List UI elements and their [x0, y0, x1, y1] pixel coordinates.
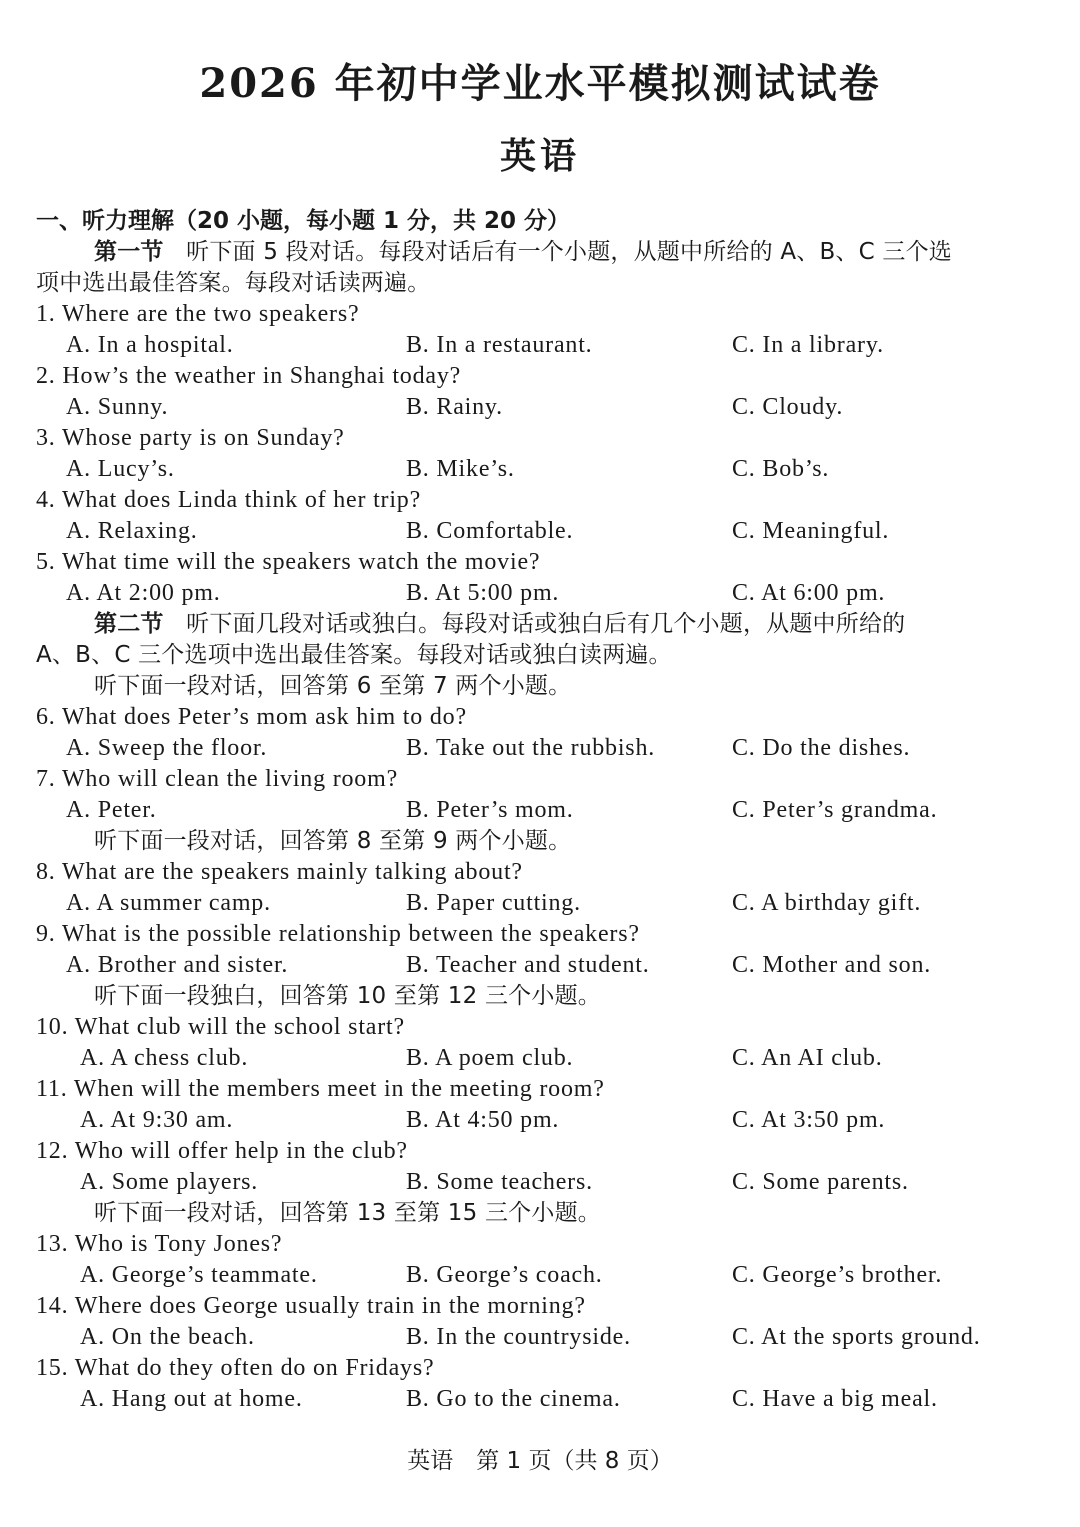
option-b: B. Some teachers. — [406, 1169, 593, 1195]
question-2: 2. How’s the weather in Shanghai today? — [36, 363, 462, 389]
option-a: A. At 2:00 pm. — [66, 580, 221, 606]
exam-content — [36, 206, 1048, 1415]
question-12: 12. Who will offer help in the club? — [36, 1138, 408, 1164]
option-c: C. At 6:00 pm. — [732, 580, 886, 606]
option-b: B. Comfortable. — [406, 518, 574, 544]
question-6-options — [36, 733, 1048, 764]
option-a: A. George’s teammate. — [80, 1262, 318, 1288]
cue-q8-9: 听下面一段对话，回答第 8 至第 9 两个小题。 — [94, 828, 572, 854]
exam-title: 2026 年初中学业水平模拟测试试卷 — [199, 60, 881, 107]
option-c: C. Peter’s grandma. — [732, 797, 938, 823]
question-13-options — [36, 1260, 1048, 1291]
option-a: A. Sunny. — [66, 394, 169, 420]
question-2-options — [36, 392, 1048, 423]
page-footer: 英语 第 1 页（共 8 页） — [407, 1448, 673, 1474]
option-a: A. Hang out at home. — [80, 1386, 303, 1412]
option-b: B. George’s coach. — [406, 1262, 603, 1288]
option-a: A. On the beach. — [80, 1324, 255, 1350]
question-15: 15. What do they often do on Fridays? — [36, 1355, 435, 1381]
option-a: A. A summer camp. — [66, 890, 271, 916]
question-7-options — [36, 795, 1048, 826]
option-c: C. Some parents. — [732, 1169, 909, 1195]
option-b: B. Peter’s mom. — [406, 797, 574, 823]
section2-instruction-line1 — [36, 609, 1048, 640]
option-b: B. In a restaurant. — [406, 332, 593, 358]
section1-instruction-line2: 项中选出最佳答案。每段对话读两遍。 — [36, 270, 431, 296]
section2-text-line1: 听下面几段对话或独白。每段对话或独白后有几个小题，从题中所给的 — [186, 611, 906, 637]
question-4: 4. What does Linda think of her trip? — [36, 487, 422, 513]
question-1: 1. Where are the two speakers? — [36, 301, 360, 327]
option-b: B. Go to the cinema. — [406, 1386, 621, 1412]
question-8: 8. What are the speakers mainly talking about? — [36, 859, 523, 885]
question-14: 14. Where does George usually train in the morning? — [36, 1293, 586, 1319]
question-11-options — [36, 1105, 1048, 1136]
option-b: B. In the countryside. — [406, 1324, 631, 1350]
cue-q13-15: 听下面一段对话，回答第 13 至第 15 三个小题。 — [94, 1200, 601, 1226]
question-4-options — [36, 516, 1048, 547]
question-1-options — [36, 330, 1048, 361]
option-c: C. At the sports ground. — [732, 1324, 981, 1350]
option-a: A. Sweep the floor. — [66, 735, 268, 761]
option-c: C. An AI club. — [732, 1045, 883, 1071]
question-14-options — [36, 1322, 1048, 1353]
option-b: B. Paper cutting. — [406, 890, 581, 916]
section1-label: 第一节 — [94, 239, 164, 265]
question-10: 10. What club will the school start? — [36, 1014, 405, 1040]
option-b: B. Teacher and student. — [406, 952, 650, 978]
question-12-options — [36, 1167, 1048, 1198]
question-3: 3. Whose party is on Sunday? — [36, 425, 345, 451]
question-9: 9. What is the possible relationship between the speakers? — [36, 921, 640, 947]
question-8-options — [36, 888, 1048, 919]
question-9-options — [36, 950, 1048, 981]
question-6: 6. What does Peter’s mom ask him to do? — [36, 704, 467, 730]
cue-q10-12: 听下面一段独白，回答第 10 至第 12 三个小题。 — [94, 983, 601, 1009]
question-10-options — [36, 1043, 1048, 1074]
option-a: A. Lucy’s. — [66, 456, 175, 482]
subject-title: 英语 — [499, 135, 580, 177]
section2-label: 第二节 — [94, 611, 164, 637]
cue-q6-7: 听下面一段对话，回答第 6 至第 7 两个小题。 — [94, 673, 572, 699]
option-b: B. At 5:00 pm. — [406, 580, 560, 606]
option-c: C. Meaningful. — [732, 518, 890, 544]
section2-instruction-line2: A、B、C 三个选项中选出最佳答案。每段对话或独白读两遍。 — [36, 642, 672, 668]
option-b: B. Rainy. — [406, 394, 503, 420]
option-c: C. A birthday gift. — [732, 890, 922, 916]
option-b: B. A poem club. — [406, 1045, 574, 1071]
question-13: 13. Who is Tony Jones? — [36, 1231, 283, 1257]
section1-text-line1: 听下面 5 段对话。每段对话后有一个小题，从题中所给的 A、B、C 三个选 — [186, 239, 953, 265]
option-b: B. Mike’s. — [406, 456, 515, 482]
option-c: C. At 3:50 pm. — [732, 1107, 886, 1133]
option-c: C. Mother and son. — [732, 952, 932, 978]
question-5-options — [36, 578, 1048, 609]
option-c: C. Cloudy. — [732, 394, 844, 420]
option-c: C. Do the dishes. — [732, 735, 911, 761]
option-b: B. Take out the rubbish. — [406, 735, 656, 761]
question-3-options — [36, 454, 1048, 485]
option-a: A. In a hospital. — [66, 332, 234, 358]
option-c: C. George’s brother. — [732, 1262, 943, 1288]
option-a: A. Peter. — [66, 797, 157, 823]
option-a: A. Relaxing. — [66, 518, 198, 544]
question-5: 5. What time will the speakers watch the movie? — [36, 549, 541, 575]
part1-heading: 一、听力理解（20 小题，每小题 1 分，共 20 分） — [36, 208, 571, 234]
option-c: C. Bob’s. — [732, 456, 830, 482]
question-7: 7. Who will clean the living room? — [36, 766, 399, 792]
option-a: A. At 9:30 am. — [80, 1107, 234, 1133]
section1-instruction-line1 — [36, 237, 1048, 268]
option-a: A. A chess club. — [80, 1045, 249, 1071]
question-11: 11. When will the members meet in the meeting room? — [36, 1076, 605, 1102]
option-c: C. In a library. — [732, 332, 884, 358]
option-a: A. Brother and sister. — [66, 952, 289, 978]
option-a: A. Some players. — [80, 1169, 259, 1195]
question-15-options — [36, 1384, 1048, 1415]
option-c: C. Have a big meal. — [732, 1386, 938, 1412]
option-b: B. At 4:50 pm. — [406, 1107, 560, 1133]
